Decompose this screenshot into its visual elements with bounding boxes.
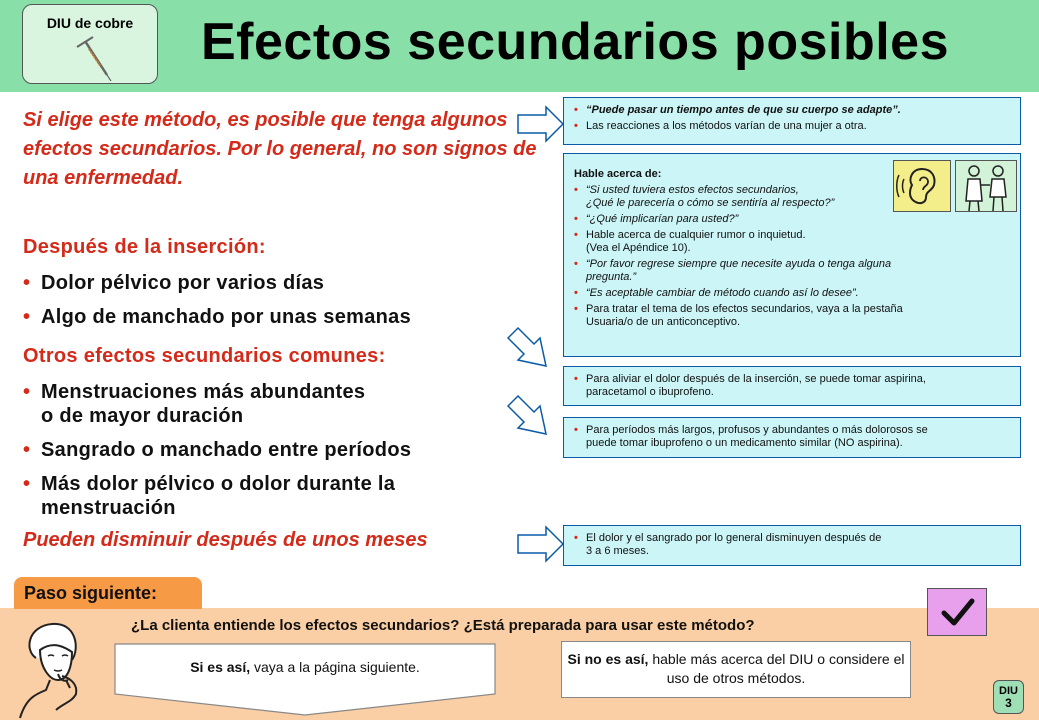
bullet-icon: • [574,532,578,544]
method-tab[interactable] [22,4,158,84]
bullet-icon: • [23,306,31,328]
yes-box[interactable] [114,643,496,695]
bullet-icon: • [23,473,31,495]
may-decrease-text: Pueden disminuir después de unos meses [23,529,428,551]
bullet-icon: • [574,213,578,225]
page-id-badge [993,680,1024,714]
list-item: • “¿Qué implicarían para usted?” [574,213,739,225]
bullet-icon: • [23,272,31,294]
checkmark-icon [928,589,988,637]
bullet-icon: • [574,184,578,196]
no-label: Si no es así, [567,651,649,667]
arrow-down-right-icon [506,394,550,438]
bullet-icon: • [574,373,578,385]
bullet-icon: • [574,303,578,315]
list-item: • Para aliviar el dolor después de la inserción, se puede tomar aspirina, paracetamol o ibuprofeno. [574,373,926,398]
pain-relief-box [563,366,1021,406]
adaptation-box [563,97,1021,145]
talk-about-box [563,153,1021,357]
list-item: • Más dolor pélvico o dolor durante la menstruación [23,473,396,519]
counseling-people-icon [955,160,1017,212]
page-id-number: 3 [1005,696,1012,710]
other-effects-title: Otros efectos secundarios comunes: [23,345,386,367]
yes-label: Si es así, [190,659,251,675]
iud-icon [75,35,115,81]
list-item: • Para períodos más largos, profusos y abundantes o más dolorosos se puede tomar ibuprofeno o un medicamento similar (NO aspirina). [574,424,928,449]
bullet-icon: • [574,424,578,436]
intro-text: Si elige este método, es posible que tenga algunos efectos secundarios. Por lo general, no son signos de una enfermedad. [23,109,537,189]
list-item: • “Puede pasar un tiempo antes de que su cuerpo se adapte”. [574,104,901,116]
talk-about-heading: Hable acerca de: [574,168,662,180]
list-item: • “Es aceptable cambiar de método cuando así lo desee”. [574,287,859,299]
method-tab-label: DIU de cobre [46,15,134,31]
list-item: • Hable acerca de cualquier rumor o inquietud. (Vea el Apéndice 10). [574,229,806,254]
arrow-right-icon [516,104,566,144]
list-item: • El dolor y el sangrado por lo general disminuyen después de 3 a 6 meses. [574,532,882,557]
list-item: • Dolor pélvico por varios días [23,272,325,294]
bullet-icon: • [574,229,578,241]
arrow-down-right-icon [506,326,550,370]
bullet-icon: • [23,381,31,403]
other-effects-list [23,380,411,520]
list-item: • Para tratar el tema de los efectos secundarios, vaya a la pestaña Usuaria/o de un anticonceptivo. [574,303,903,328]
bullet-icon: • [574,120,578,132]
list-item: • Menstruaciones más abundantes o de mayor duración [23,381,366,427]
woman-thinking-icon [6,618,106,720]
ear-listening-icon [893,160,951,212]
readiness-question: ¿La clienta entiende los efectos secundarios? ¿Está preparada para usar este método? [131,617,755,634]
page-id-method: DIU [999,685,1018,697]
heavy-periods-box [563,417,1021,458]
bullet-icon: • [574,258,578,270]
yes-text: vaya a la página siguiente. [250,659,420,675]
list-item: • Algo de manchado por unas semanas [23,306,411,328]
bullet-icon: • [574,287,578,299]
bullet-icon: • [574,104,578,116]
list-item: • Las reacciones a los métodos varían de una mujer a otra. [574,120,867,132]
list-item: • “Por favor regrese siempre que necesite ayuda o tenga alguna pregunta.” [574,258,892,283]
decrease-box [563,525,1021,566]
no-box[interactable] [561,641,911,698]
no-text: hable más acerca del DIU o considere el uso de otros métodos. [648,651,905,686]
list-item: • Sangrado o manchado entre períodos [23,439,412,461]
after-insertion-list [23,271,411,329]
checkmark-box[interactable] [927,588,987,636]
next-step-tab: Paso siguiente: [14,577,202,609]
page-title: Efectos secundarios posibles [200,13,950,71]
after-insertion-title: Después de la inserción: [23,236,266,258]
bullet-icon: • [23,439,31,461]
arrow-right-icon [516,524,566,564]
list-item: • “Si usted tuviera estos efectos secundarios, ¿Qué le parecería o cómo se sentiría al respecto?” [574,184,835,209]
